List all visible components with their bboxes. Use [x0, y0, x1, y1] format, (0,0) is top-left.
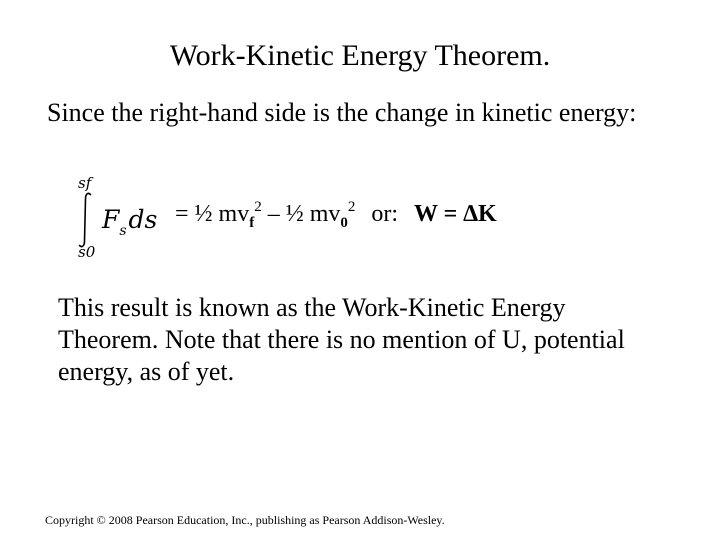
integrand: [102, 205, 158, 239]
copyright-footer: Copyright © 2008 Pearson Education, Inc., publishing as Pearson Addison-Wesley.: [45, 513, 445, 527]
equation-part-2: – ½ mv: [261, 201, 341, 227]
slide-title: Work-Kinetic Energy Theorem.: [169, 39, 551, 72]
equation-sup-1: 2: [254, 199, 262, 215]
integral-sign-icon: [76, 191, 94, 249]
conclusion-paragraph: This result is known as the Work-Kinetic Energy Theorem. Note that there is no mention of U, potential energy, as of yet.: [58, 293, 625, 386]
equation-part-1: = ½ mv: [175, 201, 250, 227]
integrand-differential: ds: [128, 205, 158, 234]
equation-sup-2: 2: [347, 199, 356, 215]
equation-sub-1: f: [249, 215, 255, 231]
integral-lower-limit: s0: [78, 243, 96, 261]
equation-result: W = ∆K: [414, 201, 497, 227]
integrand-force: F: [102, 205, 120, 234]
integral-upper-limit: sf: [78, 174, 92, 192]
equation-sub-2: 0: [340, 215, 348, 231]
intro-paragraph: Since the right-hand side is the change in kinetic energy:: [47, 98, 637, 127]
equation-rhs: [175, 199, 497, 232]
integrand-subscript: s: [119, 223, 127, 239]
equation-part-3: or:: [365, 201, 405, 227]
integral-expression: [70, 172, 180, 267]
